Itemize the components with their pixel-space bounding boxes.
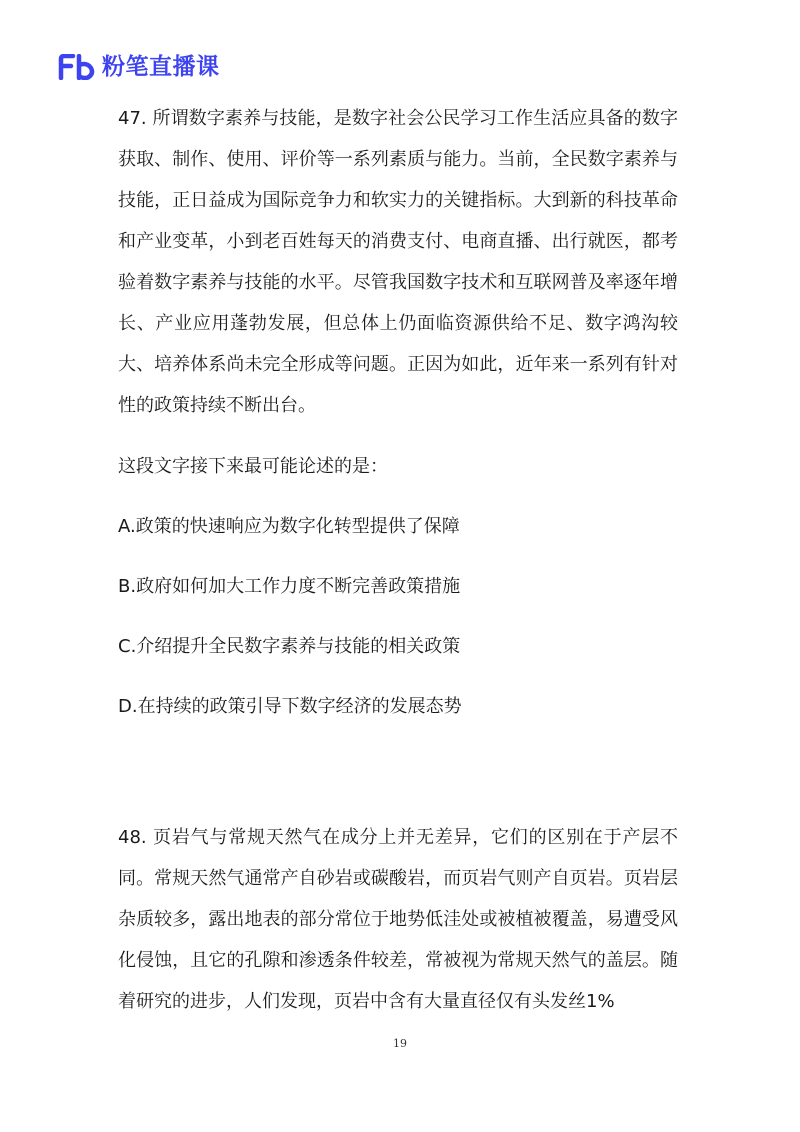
question-47-passage: 47. 所谓数字素养与技能，是数字社会公民学习工作生活应具备的数字获取、制作、使用、评价等一系列素质与能力。当前，全民数字素养与技能，正日益成为国际竞争力和软实力的关键指标。大到新的科技革命和产业变革，小到老百姓每天的消费支付、电商直播、出行就医，都考验着数字素养与技能的水平。尽管我国数字技术和互联网普及率逐年增长、产业应用蓬勃发展，但总体上仍面临资源供给不足、数字鸿沟较大、培养体系尚未完全形成等问题。正因为如此，近年来一系列有针对性的政策持续不断出台。 [118,108,678,416]
option-a: A.政策的快速响应为数字化转型提供了保障 [118,516,460,537]
option-d: D.在持续的政策引导下数字经济的发展态势 [118,696,462,717]
question-48 [118,817,678,1022]
fenbi-logo-icon [58,54,98,80]
question-47-options [118,506,678,727]
option-b: B.政府如何加大工作力度不断完善政策措施 [118,576,461,597]
question-48-passage: 48. 页岩气与常规天然气在成分上并无差异，它们的区别在于产层不同。常规天然气通常产自砂岩或碳酸岩，而页岩气则产自页岩。页岩层杂质较多，露出地表的部分常位于地势低洼处或被植被覆盖，易遭受风化侵蚀，且它的孔隙和渗透条件较差，常被视为常规天然气的盖层。随着研究的进步，人们发现，页岩中含有大量直径仅有头发丝1% [118,827,678,1012]
page-number: 19 [393,1037,407,1050]
question-47-stem: 这段文字接下来最可能论述的是： [118,456,388,477]
option-c: C.介绍提升全民数字素养与技能的相关政策 [118,636,461,657]
brand-name: 粉笔直播课 [102,54,220,80]
question-47 [118,98,678,746]
brand-header [58,52,220,82]
